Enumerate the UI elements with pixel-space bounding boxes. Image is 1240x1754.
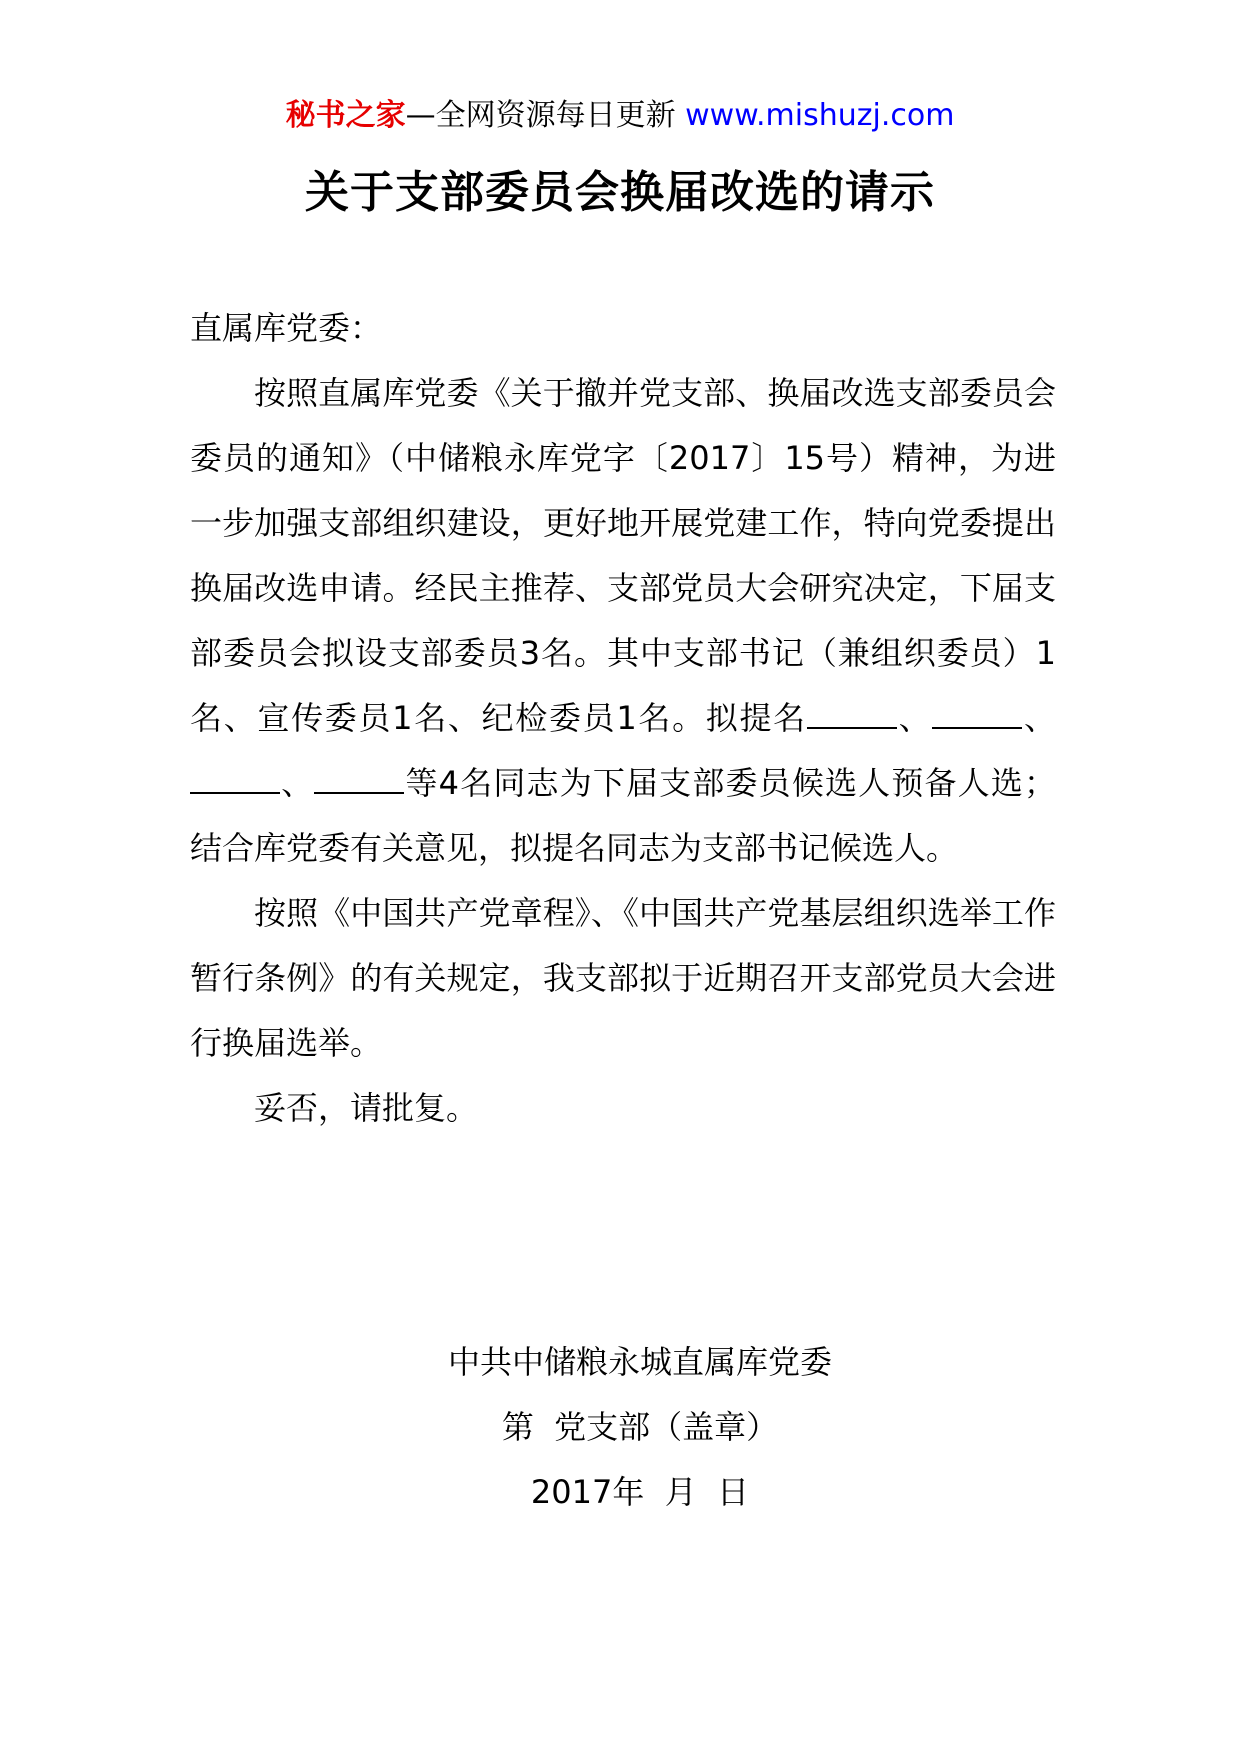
salutation: 直属库党委： <box>190 309 383 347</box>
signature-date: 2017年 月 日 <box>530 1473 750 1511</box>
signature-organization: 中共中储粮永城直属库党委 <box>447 1343 832 1381</box>
separator: 、 <box>1022 699 1056 737</box>
nominee-blank-1 <box>807 697 897 729</box>
separator: 、 <box>280 764 315 802</box>
site-slogan: —全网资源每日更新 <box>405 98 686 133</box>
paragraph-request-text: 按照直属库党委《关于撤并党支部、换届改选支部委员会委员的通知》（中储粮永库党字〔2017〕15号）精神，为进一步加强支部组织建设，更好地开展党建工作，特向党委提出换届改选申请。经民主推荐、支部党员大会研究决定，下届支部委员会拟设支部委员3名。其中支部书记（兼组织委员）1名、宣传委员1名、纪检委员1名。 <box>190 374 1056 737</box>
document-title: 关于支部委员会换届改选的请示 <box>305 167 935 218</box>
paragraph-closing: 妥否，请批复。 <box>254 1089 479 1127</box>
site-header <box>0 96 1240 136</box>
signature-branch: 第 党支部（盖章） <box>501 1408 779 1446</box>
nominate-prefix: 拟提名 <box>705 699 807 737</box>
paragraph-regulations: 按照《中国共产党章程》、《中国共产党基层组织选举工作暂行条例》的有关规定，我支部拟于近期召开支部党员大会进行换届选举。 <box>190 894 1056 1062</box>
signature-block <box>420 1330 860 1525</box>
nominee-blank-2 <box>932 697 1022 729</box>
nominee-blank-3 <box>190 762 280 794</box>
document-body <box>190 296 1056 1141</box>
paragraph-request <box>190 361 1056 881</box>
nominee-blank-4 <box>314 762 404 794</box>
separator: 、 <box>896 699 933 737</box>
nominate-suffix: 等4名同志为下届支部委员候选人预备人选；结合库党委有关意见，拟提名同志为支部书记候选人。 <box>190 764 1056 867</box>
site-url-link[interactable]: www.mishuzj.com <box>685 98 955 133</box>
brand-name: 秘书之家 <box>285 98 406 133</box>
